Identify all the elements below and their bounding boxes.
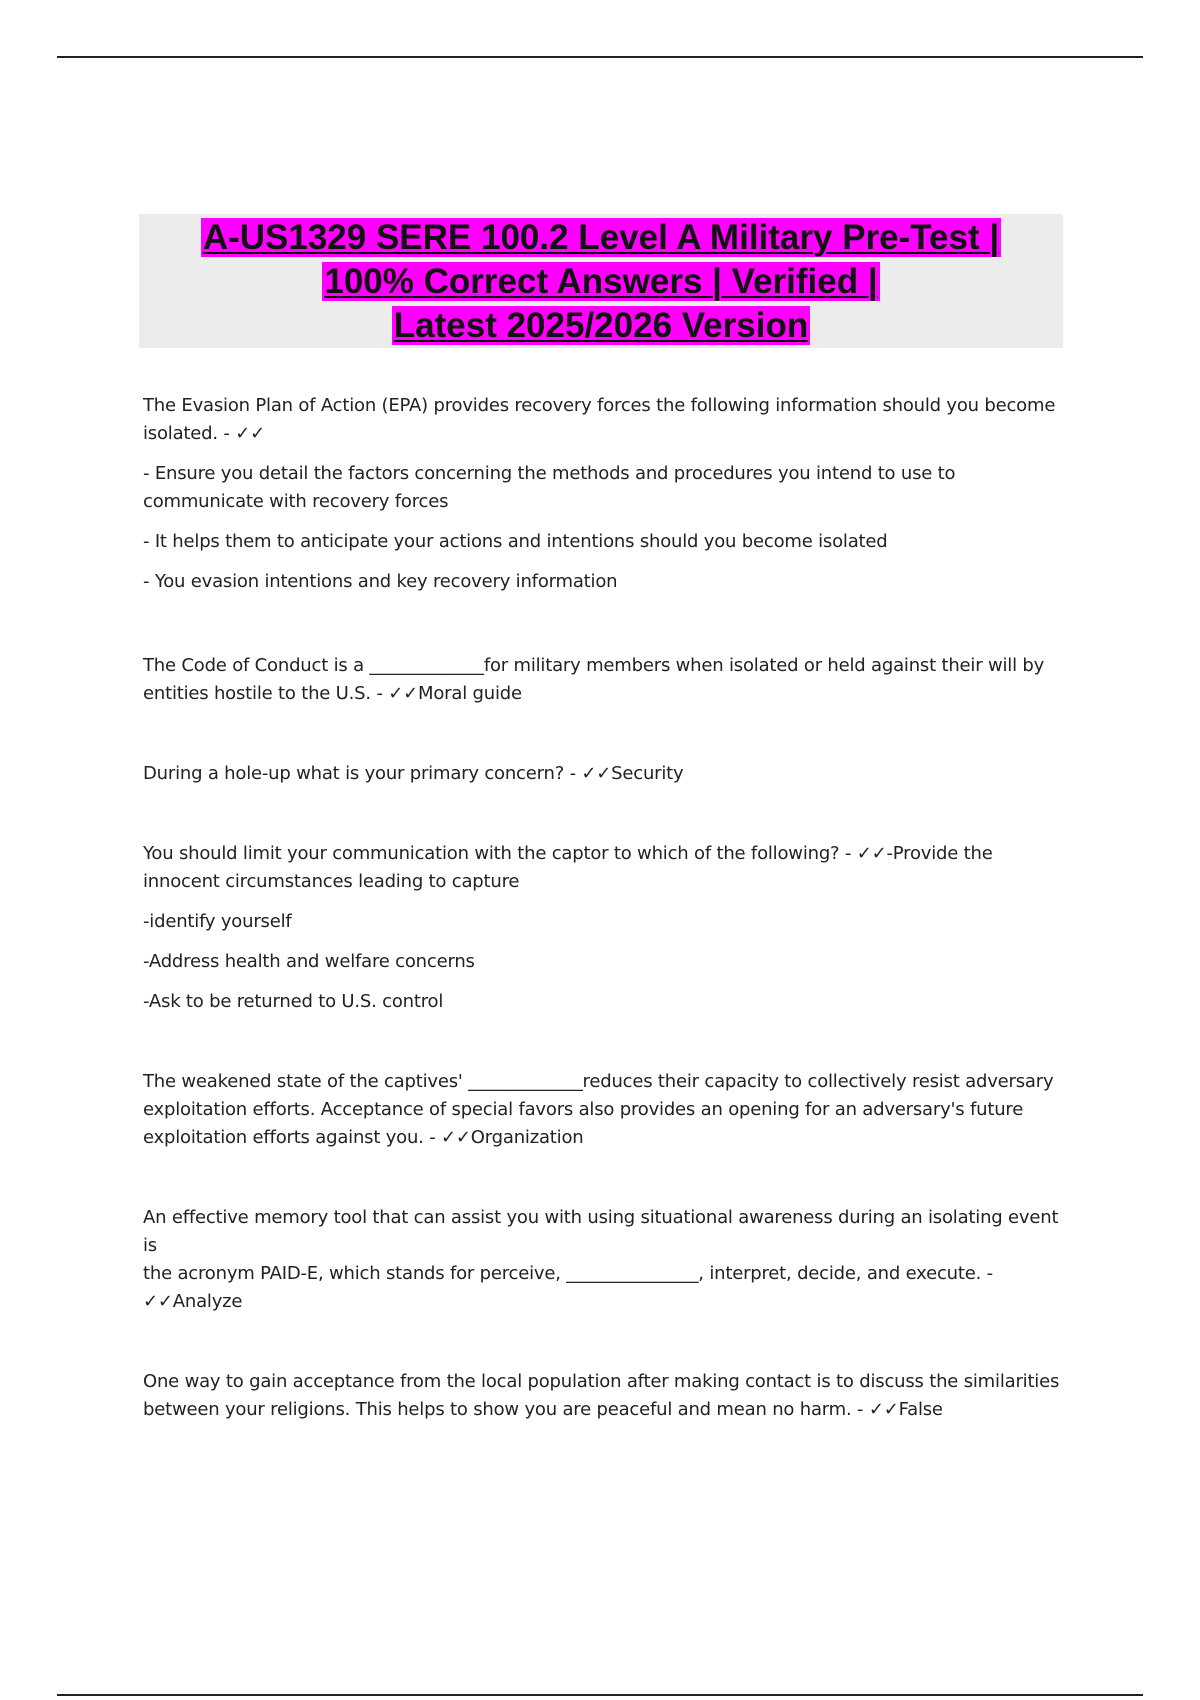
- question-text: An effective memory tool that can assist you with using situational awareness during an isolating event is: [143, 1207, 1059, 1256]
- qa-item: [143, 760, 1063, 788]
- qa-item: [143, 840, 1063, 1016]
- answer-text: -Address health and welfare concerns: [143, 951, 475, 972]
- qa-item: [143, 1068, 1063, 1152]
- title-line: 100% Correct Answers | Verified |: [324, 262, 878, 301]
- question-text: exploitation efforts. Acceptance of special favors also provides an opening for an adversary's future: [143, 1099, 1024, 1120]
- question-text: You should limit your communication with the captor to which of the following? - ✓✓-Provide the: [143, 843, 993, 864]
- bottom-rule: [57, 1694, 1143, 1696]
- answer-text: - You evasion intentions and key recovery information: [143, 571, 618, 592]
- top-rule: [57, 56, 1143, 58]
- question-text: The Code of Conduct is a _____________for military members when isolated or held against their will by: [143, 655, 1045, 676]
- question-text: exploitation efforts against you. - ✓✓Organization: [143, 1127, 584, 1148]
- document-title: [139, 214, 1063, 348]
- qa-item: [143, 1204, 1063, 1316]
- answer-text: communicate with recovery forces: [143, 491, 449, 512]
- question-text: entities hostile to the U.S. - ✓✓Moral guide: [143, 683, 522, 704]
- question-text: the acronym PAID-E, which stands for perceive, _______________, interpret, decide, and execute. -: [143, 1263, 993, 1284]
- qa-item: [143, 1368, 1063, 1424]
- qa-item: [143, 652, 1063, 708]
- answer-text: -identify yourself: [143, 911, 292, 932]
- qa-content: [143, 392, 1063, 1424]
- qa-item: [143, 392, 1063, 596]
- question-text: During a hole-up what is your primary concern? - ✓✓Security: [143, 763, 684, 784]
- question-text: ✓✓Analyze: [143, 1291, 243, 1312]
- answer-text: -Ask to be returned to U.S. control: [143, 991, 444, 1012]
- question-text: One way to gain acceptance from the local population after making contact is to discuss the similarities: [143, 1371, 1060, 1392]
- answer-text: - It helps them to anticipate your actions and intentions should you become isolated: [143, 531, 888, 552]
- question-text: The weakened state of the captives' _____________reduces their capacity to collectively resist adversary: [143, 1071, 1054, 1092]
- title-line: A-US1329 SERE 100.2 Level A Military Pre-Test |: [202, 218, 1000, 257]
- question-text: isolated. - ✓✓: [143, 423, 266, 444]
- title-line: Latest 2025/2026 Version: [393, 306, 809, 345]
- answer-text: - Ensure you detail the factors concerning the methods and procedures you intend to use to: [143, 463, 956, 484]
- question-text: between your religions. This helps to show you are peaceful and mean no harm. - ✓✓False: [143, 1399, 943, 1420]
- question-text: The Evasion Plan of Action (EPA) provides recovery forces the following information should you become: [143, 395, 1056, 416]
- question-text: innocent circumstances leading to capture: [143, 871, 520, 892]
